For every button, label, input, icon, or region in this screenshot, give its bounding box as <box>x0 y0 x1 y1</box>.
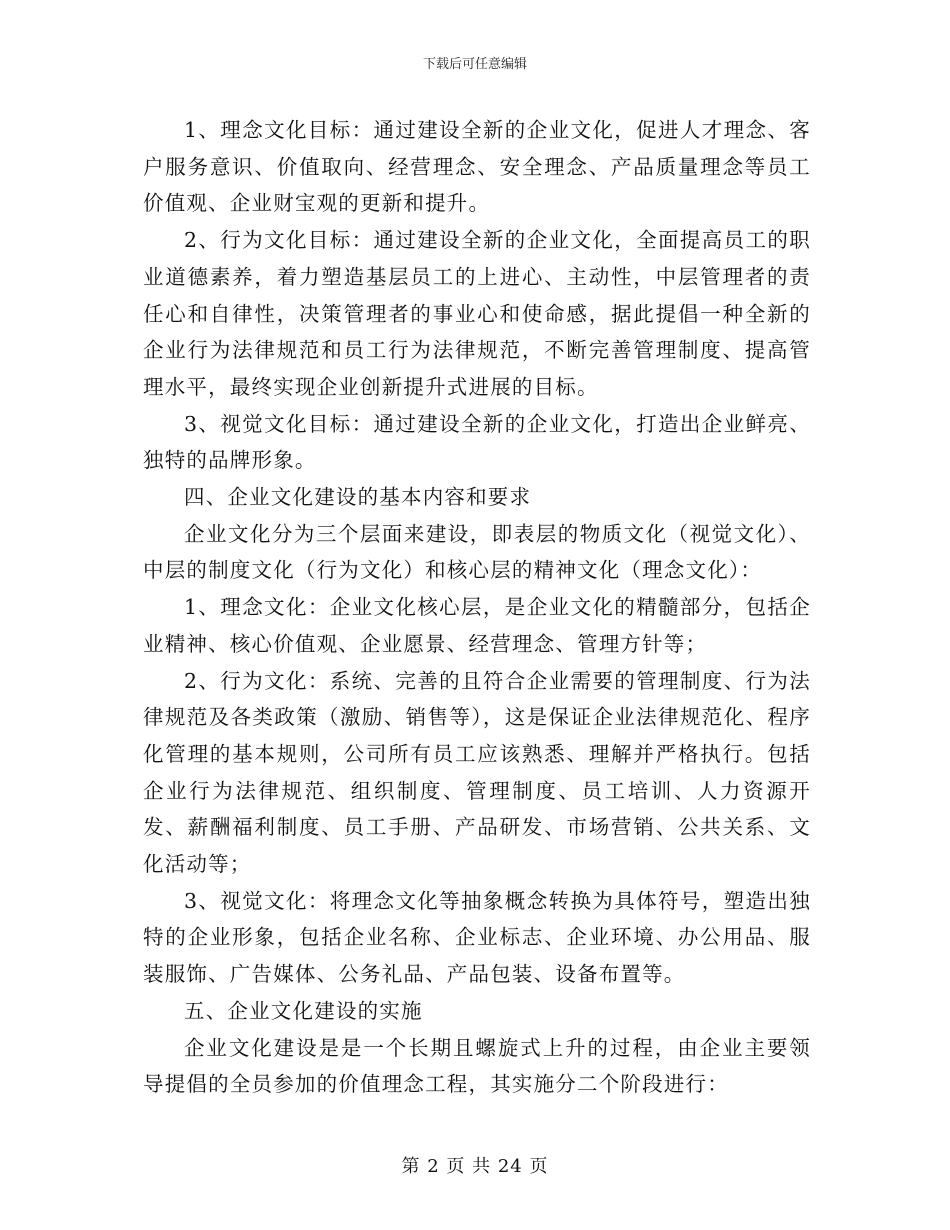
paragraph-behavior-goal: 2、行为文化目标：通过建设全新的企业文化，全面提高员工的职业道德素养，着力塑造基层员工的上进心、主动性，中层管理者的责任心和自律性，决策管理者的事业心和使命感，据此提倡一种全新的企业行为法律规范和员工行为法律规范，不断完善管理制度、提高管理水平，最终实现企业创新提升式进展的目标。 <box>143 228 811 399</box>
paragraph-implementation: 企业文化建设是是一个长期且螺旋式上升的过程，由企业主要领导提倡的全员参加的价值理念工程，其实施分二个阶段进行： <box>143 1035 811 1097</box>
paragraph-visual-culture: 3、视觉文化：将理念文化等抽象概念转换为具体符号，塑造出独特的企业形象，包括企业名称、企业标志、企业环境、办公用品、服装服饰、广告媒体、公务礼品、产品包装、设备布置等。 <box>143 888 811 987</box>
paragraph-visual-goal: 3、视觉文化目标：通过建设全新的企业文化，打造出企业鲜亮、独特的品牌形象。 <box>143 411 811 473</box>
section-heading-implementation: 五、企业文化建设的实施 <box>184 998 423 1023</box>
paragraph-behavior-culture: 2、行为文化：系统、完善的且符合企业需要的管理制度、行为法律规范及各类政策（激励、销售等），这是保证企业法律规范化、程序化管理的基本规则，公司所有员工应该熟悉、理解并严格执行。包括企业行为法律规范、组织制度、管理制度、员工培训、人力资源开发、薪酬福利制度、员工手册、产品研发、市场营销、公共关系、文化活动等； <box>143 668 811 877</box>
paragraph-concept-culture: 1、理念文化：企业文化核心层，是企业文化的精髓部分，包括企业精神、核心价值观、企业愿景、经营理念、管理方针等； <box>143 595 811 656</box>
paragraph-culture-layers: 企业文化分为三个层面来建设，即表层的物质文化（视觉文化）、中层的制度文化（行为文化）和核心层的精神文化（理念文化）： <box>143 521 811 583</box>
page-number: 第 2 页 共 24 页 <box>401 1156 549 1177</box>
paragraph-concept-goal: 1、理念文化目标：通过建设全新的企业文化，促进人才理念、客户服务意识、价值取向、经营理念、安全理念、产品质量理念等员工价值观、企业财宝观的更新和提升。 <box>143 118 811 216</box>
document-body <box>143 112 811 1103</box>
section-heading-content-requirements: 四、企业文化建设的基本内容和要求 <box>184 485 532 510</box>
header-note: 下载后可任意编辑 <box>422 57 527 72</box>
